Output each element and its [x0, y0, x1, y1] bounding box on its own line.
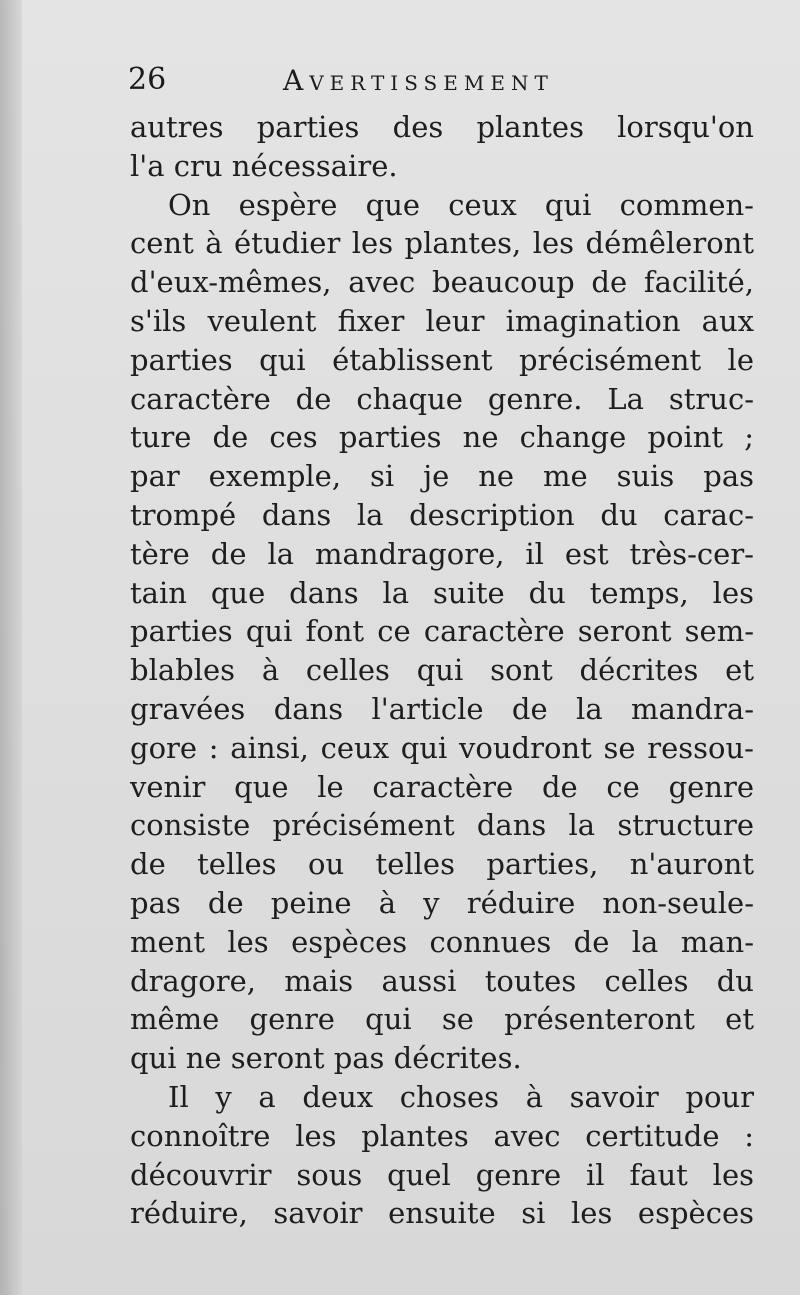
- page-gutter-shadow: [0, 0, 22, 1295]
- text-line: blables à celles qui sont décrites et: [130, 653, 754, 688]
- text-line: consiste précisément dans la structure: [130, 808, 754, 843]
- text-line: par exemple, si je ne me suis pas: [130, 459, 754, 494]
- paragraph: [130, 1078, 754, 1233]
- text-line: d'eux-mêmes, avec beaucoup de facilité,: [130, 265, 754, 300]
- text-line: caractère de chaque genre. La struc-: [130, 381, 754, 416]
- paragraph: [130, 108, 754, 186]
- text-line: parties qui font ce caractère seront sem-: [130, 614, 754, 649]
- text-line: venir que le caractère de ce genre: [130, 769, 754, 804]
- text-line: parties qui établissent précisément le: [130, 342, 754, 377]
- text-line: découvrir sous quel genre il faut les: [130, 1157, 754, 1192]
- text-line: même genre qui se présenteront et: [130, 1002, 754, 1037]
- text-line: gravées dans l'article de la mandra-: [130, 691, 754, 726]
- text-line: autres parties des plantes lorsqu'on: [130, 110, 754, 144]
- text-line: dragore, mais aussi toutes celles du: [130, 963, 754, 998]
- text-line: réduire, savoir ensuite si les espèces: [130, 1196, 754, 1231]
- text-line: tain que dans la suite du temps, les: [130, 575, 754, 610]
- running-title: Avertissement: [283, 64, 554, 97]
- text-line: connoître les plantes avec certitude :: [130, 1118, 754, 1153]
- text-line: s'ils veulent fixer leur imagination aux: [130, 303, 754, 338]
- text-line: pas de peine à y réduire non-seule-: [130, 885, 754, 920]
- text-line: l'a cru nécessaire.: [130, 148, 398, 183]
- text-line: trompé dans la description du carac-: [130, 497, 754, 532]
- text-line: tère de la mandragore, il est très-cer-: [130, 536, 754, 571]
- text-line: On espère que ceux qui commen-: [168, 187, 754, 222]
- text-line: ment les espèces connues de la man-: [130, 924, 754, 959]
- body-text: [130, 108, 754, 1233]
- paragraph: [130, 186, 754, 1078]
- page-number: 26: [128, 62, 167, 97]
- text-line: gore : ainsi, ceux qui voudront se ressou-: [130, 730, 754, 765]
- text-line: Il y a deux choses à savoir pour: [168, 1079, 754, 1114]
- text-line: de telles ou telles parties, n'auront: [130, 847, 754, 882]
- page-header: [128, 62, 768, 106]
- text-line: ture de ces parties ne change point ;: [130, 420, 754, 455]
- text-line: qui ne seront pas décrites.: [130, 1041, 522, 1076]
- text-line: cent à étudier les plantes, les démêleront: [130, 226, 754, 261]
